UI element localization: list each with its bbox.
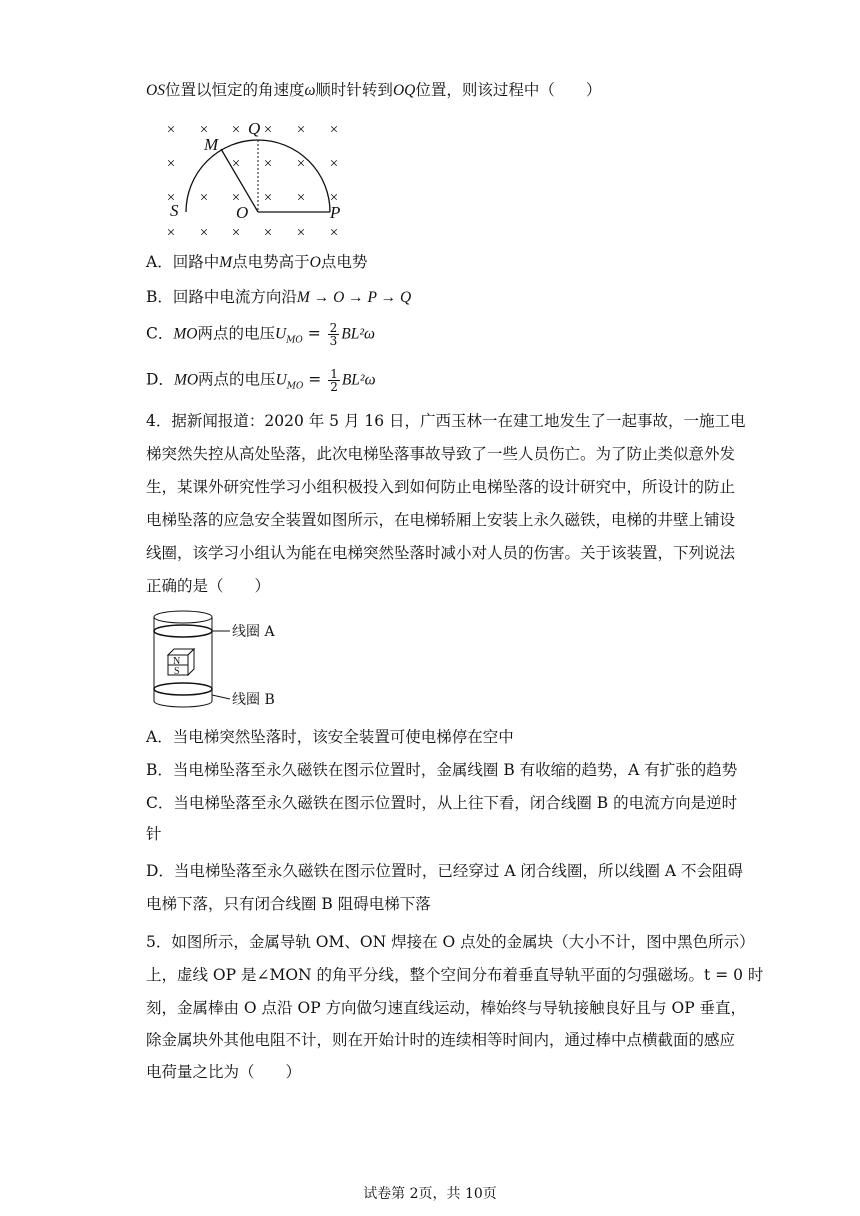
q4-stem-line: 正确的是（ ） [146,577,271,595]
q3-option-a: A．回路中M点电势高于O点电势 [146,253,368,271]
q5-stem-line: 除金属块外其他电阻不计，则在开始计时的连续相等时间内，通过棒中点横截面的感应 [146,1031,736,1049]
q5-stem-line: 电荷量之比为（ ） [146,1063,302,1081]
q3-magnetic-field-figure [156,112,356,244]
svg-text:×: × [166,225,176,241]
q3-option-d: D．MO两点的电压$U_{MO}$ = $\frac{1}{2}$ BL²ω [146,367,376,394]
q5-stem-line: 刻，金属棒由 O 点沿 OP 方向做匀速直线运动，棒始终与导轨接触良好且与 OP 垂直， [146,999,747,1017]
svg-text:×: × [329,190,339,206]
q4-option-c: C．当电梯坠落至永久磁铁在图示位置时，从上往下看，闭合线圈 B 的电流方向是逆时 [146,794,738,812]
q4-stem-line: 生，某课外研究性学习小组积极投入到如何防止电梯坠落的设计研究中，所设计的防止 [146,478,736,496]
svg-text:×: × [166,122,176,138]
label-m: M [204,135,219,154]
svg-text:×: × [199,122,209,138]
svg-text:×: × [329,122,339,138]
svg-text:×: × [329,225,339,241]
svg-text:×: × [296,190,306,206]
svg-text:×: × [263,225,273,241]
os-label: OS [146,82,165,99]
q5-stem-line: 上，虚线 OP 是∠MON 的角平分线，整个空间分布着垂直导轨平面的匀强磁场。t = 0 时 [146,966,764,984]
fraction-one-half: $\frac{1}{2}$ [330,367,338,394]
svg-text:×: × [231,190,241,206]
label-q: Q [248,119,261,138]
svg-text:×: × [263,156,273,172]
page-footer: 试卷第 2页，共 10页 [363,1186,497,1202]
svg-text:×: × [231,122,241,138]
svg-text:×: × [231,225,241,241]
q4-elevator-coil-figure [148,607,288,719]
q4-option-d: D．当电梯坠落至永久磁铁在图示位置时，已经穿过 A 闭合线圈，所以线圈 A 不会阻碍 [146,862,744,880]
svg-text:×: × [296,156,306,172]
svg-text:×: × [199,225,209,241]
q4-option-d-cont: 电梯下落，只有闭合线圈 B 阻碍电梯下落 [146,895,431,913]
magnet-s: S [174,666,180,677]
label-o: O [236,203,249,222]
svg-text:×: × [199,190,209,206]
svg-text:×: × [166,190,176,206]
coil-a [154,625,212,637]
q4-stem-line: 梯突然失控从高处坠落，此次电梯坠落事故导致了一些人员伤亡。为了防止类似意外发 [146,445,736,463]
q3-option-b: B．回路中电流方向沿M → O → P → Q [146,288,412,306]
label-coil-b: 线圈 B [232,692,275,708]
q4-stem-line: 4．据新闻报道：2020 年 5 月 16 日，广西玉林一在建工地发生了一起事故，一施工电 [146,412,746,430]
svg-text:×: × [166,156,176,172]
label-coil-a: 线圈 A [232,624,275,640]
label-p: P [330,203,341,222]
q3-stem-tail: OS位置以恒定的角速度ω顺时针转到OQ位置，则该过程中（ ） [146,81,602,99]
svg-text:×: × [296,122,306,138]
q5-stem-line: 5．如图所示，金属导轨 OM、ON 焊接在 O 点处的金属块（大小不计，图中黑色所示） [146,933,755,951]
magnet [168,649,194,675]
q4-option-b: B．当电梯坠落至永久磁铁在图示位置时，金属线圈 B 有收缩的趋势，A 有扩张的趋势 [146,761,738,779]
q4-stem-line: 电梯坠落的应急安全装置如图所示，在电梯轿厢上安装上永久磁铁，电梯的井壁上铺设 [146,511,736,529]
q4-option-a: A．当电梯突然坠落时，该安全装置可使电梯停在空中 [146,728,514,746]
svg-text:×: × [329,156,339,172]
svg-text:×: × [231,156,241,172]
q4-stem-line: 线圈，该学习小组认为能在电梯突然坠落时减小对人员的伤害。关于该装置，下列说法 [146,544,736,562]
omega-symbol: ω [304,82,316,99]
svg-text:×: × [263,190,273,206]
coil-b [154,683,212,695]
fraction-two-thirds: $\frac{2}{3}$ [329,321,338,348]
q4-option-c-cont: 针 [146,825,162,843]
svg-text:×: × [296,225,306,241]
label-s: S [170,201,179,220]
q3-option-c: C．MO两点的电压$U_{MO}$ = $\frac{2}{3}$ BL²ω [146,321,375,348]
svg-text:×: × [263,122,273,138]
magnet-n: N [173,656,181,667]
